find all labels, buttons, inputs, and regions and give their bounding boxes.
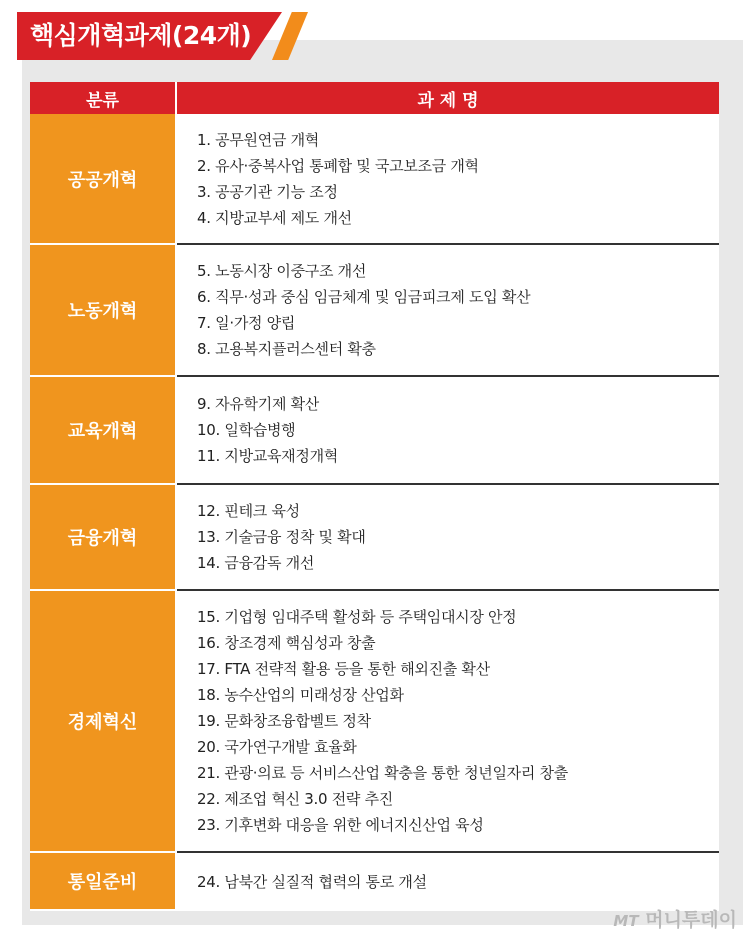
task-item: 9. 자유학기제 확산 — [197, 395, 319, 413]
watermark — [613, 905, 737, 932]
task-item: 18. 농수산업의 미래성장 산업화 — [197, 686, 404, 704]
page-title: 핵심개혁과제(24개) — [30, 21, 252, 50]
table-body — [30, 114, 719, 910]
task-item: 19. 문화창조융합벨트 정착 — [197, 712, 371, 730]
header-category: 분류 — [30, 82, 176, 114]
tasks-cell — [176, 484, 719, 590]
tasks-cell — [176, 852, 719, 910]
table-row — [30, 376, 719, 484]
table-header-row — [30, 82, 719, 114]
header-tasks: 과 제 명 — [176, 82, 719, 114]
task-item: 20. 국가연구개발 효율화 — [197, 738, 357, 756]
task-item: 15. 기업형 임대주택 활성화 등 주택임대시장 안정 — [197, 608, 517, 626]
table-row — [30, 590, 719, 852]
tasks-cell — [176, 114, 719, 244]
tasks-cell — [176, 244, 719, 376]
table-row — [30, 484, 719, 590]
task-item: 10. 일학습병행 — [197, 421, 296, 439]
task-item: 13. 기술금융 정착 및 확대 — [197, 528, 366, 546]
task-item: 11. 지방교육재정개혁 — [197, 447, 338, 465]
task-item: 8. 고용복지플러스센터 확충 — [197, 340, 376, 358]
task-item: 23. 기후변화 대응을 위한 에너지신산업 육성 — [197, 816, 484, 834]
table-row — [30, 852, 719, 910]
task-item: 7. 일·가정 양립 — [197, 314, 296, 332]
category-cell: 경제혁신 — [30, 590, 176, 852]
task-item: 16. 창조경제 핵심성과 창출 — [197, 634, 376, 652]
category-cell: 교육개혁 — [30, 376, 176, 484]
category-cell: 금융개혁 — [30, 484, 176, 590]
task-item: 3. 공공기관 기능 조정 — [197, 182, 338, 201]
task-item: 6. 직무·성과 중심 임금체계 및 임금피크제 도입 확산 — [197, 288, 531, 306]
tasks-cell — [176, 590, 719, 852]
task-item: 24. 남북간 실질적 협력의 통로 개설 — [197, 872, 427, 891]
task-item: 22. 제조업 혁신 3.0 전략 추진 — [197, 790, 393, 808]
watermark-text: 머니투데이 — [645, 909, 737, 931]
task-item: 5. 노동시장 이중구조 개선 — [197, 262, 367, 280]
category-cell: 공공개혁 — [30, 114, 176, 244]
task-item: 4. 지방교부세 제도 개선 — [197, 208, 352, 227]
task-item: 17. FTA 전략적 활용 등을 통한 해외진출 확산 — [197, 660, 490, 678]
task-item: 14. 금융감독 개선 — [197, 554, 315, 572]
table-row — [30, 114, 719, 244]
category-cell: 노동개혁 — [30, 244, 176, 376]
category-cell: 통일준비 — [30, 852, 176, 910]
task-item: 2. 유사·중복사업 통폐합 및 국고보조금 개혁 — [197, 156, 479, 175]
watermark-mark: MT — [613, 912, 639, 930]
tasks-cell — [176, 376, 719, 484]
reform-tasks-table — [30, 82, 719, 911]
task-item: 1. 공무원연금 개혁 — [197, 130, 319, 149]
table-row — [30, 244, 719, 376]
task-item: 12. 핀테크 육성 — [197, 502, 300, 520]
task-item: 21. 관광·의료 등 서비스산업 확충을 통한 청년일자리 창출 — [197, 764, 568, 782]
